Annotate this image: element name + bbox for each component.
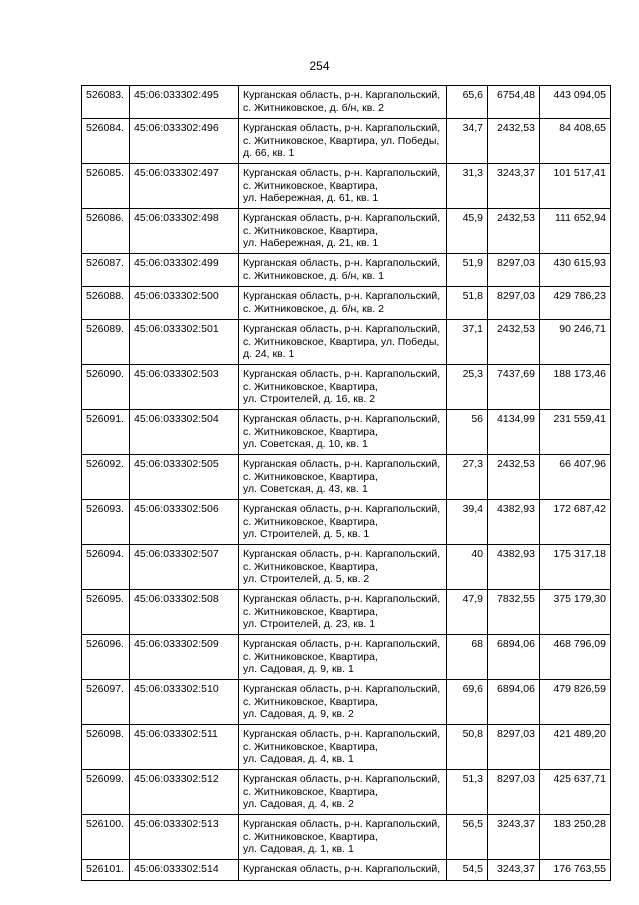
cadastral-number-cell: 45:06:033302:512 [130,770,239,815]
address-line: Курганская область, р-н. Каргапольский, [243,773,441,785]
cadastral-value-cell: 66 407,96 [540,455,611,500]
area-cell: 45,9 [447,209,488,254]
address-line: ул. Советская, д. 43, кв. 1 [243,483,368,495]
cadastral-number-cell: 45:06:033302:508 [130,590,239,635]
cadastral-value-cell: 429 786,23 [540,287,611,320]
address-cell [239,500,447,545]
cadastral-number-cell: 45:06:033302:505 [130,455,239,500]
cadastral-value-cell: 425 637,71 [540,770,611,815]
specific-value-cell: 6754,48 [488,86,540,119]
address-cell [239,119,447,164]
address-line: Курганская область, р-н. Каргапольский, [243,548,441,560]
cadastral-number-cell: 45:06:033302:499 [130,254,239,287]
address-cell [239,86,447,119]
address-line: ул. Набережная, д. 21, кв. 1 [243,237,379,249]
cadastral-value-cell: 479 826,59 [540,680,611,725]
address-line: ул. Садовая, д. 9, кв. 1 [243,663,354,675]
specific-value-cell: 8297,03 [488,287,540,320]
cadastral-number-cell: 45:06:033302:509 [130,635,239,680]
address-line: ул. Строителей, д. 23, кв. 1 [243,618,376,630]
address-line: д. 66, кв. 1 [243,147,295,159]
table-row [82,365,611,410]
page-number: 254 [309,59,330,73]
cadastral-value-cell: 183 250,28 [540,815,611,860]
address-cell [239,410,447,455]
cadastral-value-cell: 430 615,93 [540,254,611,287]
specific-value-cell: 2432,53 [488,455,540,500]
cadastral-value-cell: 176 763,55 [540,860,611,881]
table-row [82,635,611,680]
specific-value-cell: 2432,53 [488,119,540,164]
table-row [82,410,611,455]
specific-value-cell: 7437,69 [488,365,540,410]
row-number-cell: 526094. [82,545,130,590]
area-cell: 34,7 [447,119,488,164]
row-number-cell: 526093. [82,500,130,545]
area-cell: 47,9 [447,590,488,635]
address-line: с. Житниковское, Квартира, [243,740,378,753]
cadastral-number-cell: 45:06:033302:497 [130,164,239,209]
address-cell [239,635,447,680]
specific-value-cell: 8297,03 [488,254,540,287]
cadastral-value-cell: 375 179,30 [540,590,611,635]
address-line: Курганская область, р-н. Каргапольский, [243,290,441,302]
address-line: Курганская область, р-н. Каргапольский, [243,863,441,875]
specific-value-cell: 7832,55 [488,590,540,635]
row-number-cell: 526091. [82,410,130,455]
row-number-cell: 526084. [82,119,130,164]
specific-value-cell: 4382,93 [488,545,540,590]
address-cell [239,254,447,287]
area-cell: 56,5 [447,815,488,860]
cadastral-value-cell: 90 246,71 [540,320,611,365]
specific-value-cell: 3243,37 [488,815,540,860]
row-number-cell: 526101. [82,860,130,881]
cadastral-value-cell: 421 489,20 [540,725,611,770]
table-row [82,680,611,725]
address-line: Курганская область, р-н. Каргапольский, [243,89,441,101]
address-line: Курганская область, р-н. Каргапольский, [243,728,441,740]
address-line: Курганская область, р-н. Каргапольский, [243,683,441,695]
cadastral-value-cell: 84 408,65 [540,119,611,164]
cadastral-number-cell: 45:06:033302:495 [130,86,239,119]
area-cell: 51,8 [447,287,488,320]
area-cell: 69,6 [447,680,488,725]
cadastral-number-cell: 45:06:033302:507 [130,545,239,590]
row-number-cell: 526089. [82,320,130,365]
address-cell [239,770,447,815]
address-cell [239,455,447,500]
specific-value-cell: 6894,06 [488,635,540,680]
address-line: с. Житниковское, д. б/н, кв. 1 [243,269,384,282]
address-cell [239,365,447,410]
table-row [82,86,611,119]
area-cell: 51,9 [447,254,488,287]
address-cell [239,164,447,209]
area-cell: 54,5 [447,860,488,881]
table-body [82,86,611,881]
cadastral-number-cell: 45:06:033302:513 [130,815,239,860]
address-line: Курганская область, р-н. Каргапольский, [243,503,441,515]
row-number-cell: 526090. [82,365,130,410]
row-number-cell: 526086. [82,209,130,254]
table-row [82,545,611,590]
table-row [82,860,611,881]
address-cell [239,815,447,860]
area-cell: 51,3 [447,770,488,815]
cadastral-value-cell: 111 652,94 [540,209,611,254]
table-row [82,320,611,365]
address-line: с. Житниковское, Квартира, [243,425,378,438]
address-line: ул. Садовая, д. 9, кв. 2 [243,708,354,720]
address-cell [239,320,447,365]
address-line: ул. Садовая, д. 4, кв. 1 [243,753,354,765]
cadastral-value-cell: 443 094,05 [540,86,611,119]
address-line: Курганская область, р-н. Каргапольский, [243,638,441,650]
address-line: Курганская область, р-н. Каргапольский, [243,413,441,425]
address-line: ул. Строителей, д. 16, кв. 2 [243,393,376,405]
cadastral-value-cell: 101 517,41 [540,164,611,209]
address-line: с. Житниковское, Квартира, ул. Победы, [243,134,440,147]
cadastral-number-cell: 45:06:033302:504 [130,410,239,455]
address-line: с. Житниковское, д. б/н, кв. 2 [243,101,384,114]
address-line: с. Житниковское, Квартира, [243,380,378,393]
address-line: с. Житниковское, д. б/н, кв. 2 [243,302,384,315]
address-cell [239,545,447,590]
cadastral-value-cell: 231 559,41 [540,410,611,455]
area-cell: 25,3 [447,365,488,410]
cadastral-number-cell: 45:06:033302:510 [130,680,239,725]
address-cell [239,860,447,881]
address-line: с. Житниковское, Квартира, [243,695,378,708]
specific-value-cell: 3243,37 [488,860,540,881]
table-row [82,590,611,635]
cadastral-value-cell: 175 317,18 [540,545,611,590]
table-row [82,455,611,500]
table-row [82,254,611,287]
address-line: с. Житниковское, Квартира, [243,785,378,798]
table-row [82,815,611,860]
cadastral-value-cell: 468 796,09 [540,635,611,680]
address-line: с. Житниковское, Квартира, [243,605,378,618]
address-line: д. 24, кв. 1 [243,348,295,360]
address-line: с. Житниковское, Квартира, [243,515,378,528]
address-line: Курганская область, р-н. Каргапольский, [243,593,441,605]
table-row [82,725,611,770]
row-number-cell: 526092. [82,455,130,500]
address-line: Курганская область, р-н. Каргапольский, [243,818,441,830]
area-cell: 31,3 [447,164,488,209]
cadastral-number-cell: 45:06:033302:501 [130,320,239,365]
area-cell: 37,1 [447,320,488,365]
table-row [82,770,611,815]
specific-value-cell: 8297,03 [488,770,540,815]
address-line: ул. Советская, д. 10, кв. 1 [243,438,368,450]
address-line: Курганская область, р-н. Каргапольский, [243,257,441,269]
area-cell: 56 [447,410,488,455]
cadastral-value-table [81,85,611,881]
address-line: ул. Набережная, д. 61, кв. 1 [243,192,379,204]
cadastral-number-cell: 45:06:033302:498 [130,209,239,254]
cadastral-number-cell: 45:06:033302:506 [130,500,239,545]
area-cell: 27,3 [447,455,488,500]
address-line: Курганская область, р-н. Каргапольский, [243,368,441,380]
address-line: с. Житниковское, Квартира, [243,470,378,483]
specific-value-cell: 3243,37 [488,164,540,209]
row-number-cell: 526085. [82,164,130,209]
address-line: ул. Строителей, д. 5, кв. 2 [243,573,370,585]
area-cell: 50,8 [447,725,488,770]
row-number-cell: 526087. [82,254,130,287]
row-number-cell: 526095. [82,590,130,635]
address-line: с. Житниковское, Квартира, ул. Победы, [243,335,440,348]
area-cell: 65,6 [447,86,488,119]
address-line: с. Житниковское, Квартира, [243,830,378,843]
specific-value-cell: 6894,06 [488,680,540,725]
area-cell: 39,4 [447,500,488,545]
address-line: с. Житниковское, Квартира, [243,224,378,237]
row-number-cell: 526097. [82,680,130,725]
address-cell [239,287,447,320]
cadastral-value-cell: 172 687,42 [540,500,611,545]
address-line: Курганская область, р-н. Каргапольский, [243,323,441,335]
row-number-cell: 526096. [82,635,130,680]
row-number-cell: 526100. [82,815,130,860]
address-cell [239,209,447,254]
address-line: с. Житниковское, Квартира, [243,650,378,663]
table-row [82,500,611,545]
cadastral-number-cell: 45:06:033302:514 [130,860,239,881]
cadastral-number-cell: 45:06:033302:503 [130,365,239,410]
address-line: ул. Строителей, д. 5, кв. 1 [243,528,370,540]
address-line: ул. Садовая, д. 4, кв. 2 [243,798,354,810]
cadastral-number-cell: 45:06:033302:496 [130,119,239,164]
row-number-cell: 526099. [82,770,130,815]
cadastral-number-cell: 45:06:033302:511 [130,725,239,770]
row-number-cell: 526088. [82,287,130,320]
table-row [82,287,611,320]
specific-value-cell: 8297,03 [488,725,540,770]
address-cell [239,590,447,635]
cadastral-number-cell: 45:06:033302:500 [130,287,239,320]
address-cell [239,680,447,725]
table-row [82,209,611,254]
row-number-cell: 526098. [82,725,130,770]
table-row [82,164,611,209]
area-cell: 40 [447,545,488,590]
address-line: Курганская область, р-н. Каргапольский, [243,458,441,470]
specific-value-cell: 4382,93 [488,500,540,545]
address-cell [239,725,447,770]
table-row [82,119,611,164]
address-line: с. Житниковское, Квартира, [243,560,378,573]
address-line: ул. Садовая, д. 1, кв. 1 [243,843,354,855]
address-line: Курганская область, р-н. Каргапольский, [243,122,441,134]
row-number-cell: 526083. [82,86,130,119]
address-line: с. Житниковское, Квартира, [243,179,378,192]
specific-value-cell: 2432,53 [488,320,540,365]
address-line: Курганская область, р-н. Каргапольский, [243,212,441,224]
specific-value-cell: 2432,53 [488,209,540,254]
area-cell: 68 [447,635,488,680]
cadastral-value-cell: 188 173,46 [540,365,611,410]
specific-value-cell: 4134,99 [488,410,540,455]
address-line: Курганская область, р-н. Каргапольский, [243,167,441,179]
